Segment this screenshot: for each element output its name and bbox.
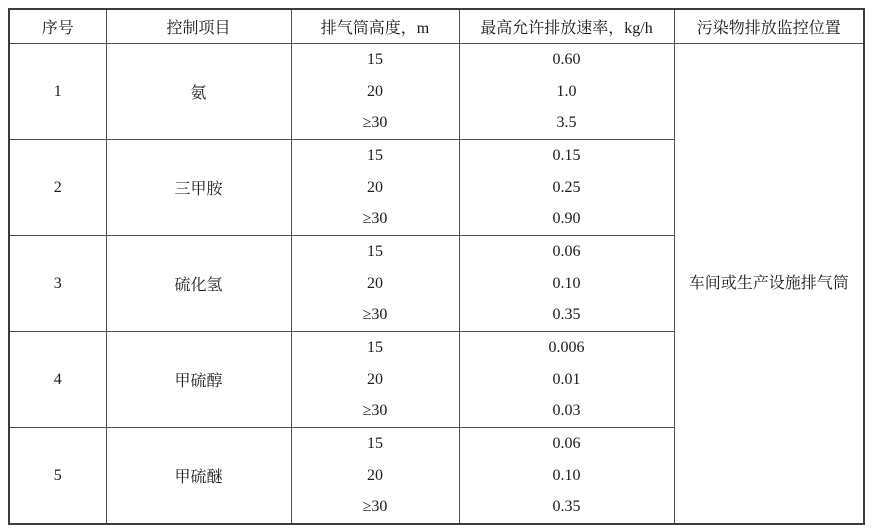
stack-height-value: ≥30	[362, 210, 388, 228]
stack-height-cell	[291, 332, 459, 428]
emission-rate-value: 0.10	[552, 466, 581, 484]
stack-height-value: 15	[367, 51, 383, 69]
emission-rate-value: 0.25	[552, 178, 581, 196]
monitoring-location-cell: 车间或生产设施排气筒	[674, 44, 864, 525]
item-cell: 三甲胺	[106, 140, 291, 236]
stack-height-value: 20	[367, 370, 383, 388]
table-row	[9, 44, 864, 140]
emission-rate-value: 1.0	[556, 82, 577, 100]
serial-cell: 2	[9, 140, 106, 236]
serial-cell: 4	[9, 332, 106, 428]
stack-height-value: ≥30	[362, 498, 388, 516]
emission-rate-cell	[459, 428, 674, 525]
item-cell: 甲硫醚	[106, 428, 291, 525]
item-cell: 硫化氢	[106, 236, 291, 332]
stack-height-value: 15	[367, 243, 383, 261]
emission-rate-value: 0.01	[552, 370, 581, 388]
emission-limits-table	[8, 8, 865, 525]
item-cell: 氨	[106, 44, 291, 140]
serial-cell: 5	[9, 428, 106, 525]
emission-rate-value: 0.35	[552, 306, 581, 324]
stack-height-value: 15	[367, 147, 383, 165]
stack-height-value: 20	[367, 274, 383, 292]
emission-rate-value: 0.35	[552, 498, 581, 516]
stack-height-value: 20	[367, 466, 383, 484]
stack-height-value: 20	[367, 178, 383, 196]
emission-rate-value: 0.006	[548, 339, 585, 357]
header-serial-number: 序号	[9, 9, 106, 44]
stack-height-cell	[291, 428, 459, 525]
header-max-emission-rate: 最高允许排放速率，kg/h	[459, 9, 674, 44]
emission-rate-value: 0.06	[552, 243, 581, 261]
stack-height-cell	[291, 236, 459, 332]
stack-height-value: 15	[367, 435, 383, 453]
emission-rate-value: 0.90	[552, 210, 581, 228]
emission-rate-cell	[459, 236, 674, 332]
emission-rate-cell	[459, 332, 674, 428]
emission-rate-value: 0.06	[552, 435, 581, 453]
emission-rate-value: 3.5	[556, 114, 577, 132]
header-monitoring-location: 污染物排放监控位置	[674, 9, 864, 44]
item-cell: 甲硫醇	[106, 332, 291, 428]
serial-cell: 3	[9, 236, 106, 332]
serial-cell: 1	[9, 44, 106, 140]
header-control-item: 控制项目	[106, 9, 291, 44]
stack-height-cell	[291, 44, 459, 140]
stack-height-value: ≥30	[362, 114, 388, 132]
stack-height-cell	[291, 140, 459, 236]
stack-height-value: 20	[367, 82, 383, 100]
document-page	[0, 8, 877, 530]
emission-rate-value: 0.15	[552, 147, 581, 165]
stack-height-value: ≥30	[362, 402, 388, 420]
emission-rate-cell	[459, 44, 674, 140]
stack-height-value: ≥30	[362, 306, 388, 324]
emission-rate-cell	[459, 140, 674, 236]
emission-rate-value: 0.60	[552, 51, 581, 69]
emission-rate-value: 0.03	[552, 402, 581, 420]
header-stack-height: 排气筒高度，m	[291, 9, 459, 44]
stack-height-value: 15	[367, 339, 383, 357]
header-row	[9, 9, 864, 44]
emission-rate-value: 0.10	[552, 274, 581, 292]
